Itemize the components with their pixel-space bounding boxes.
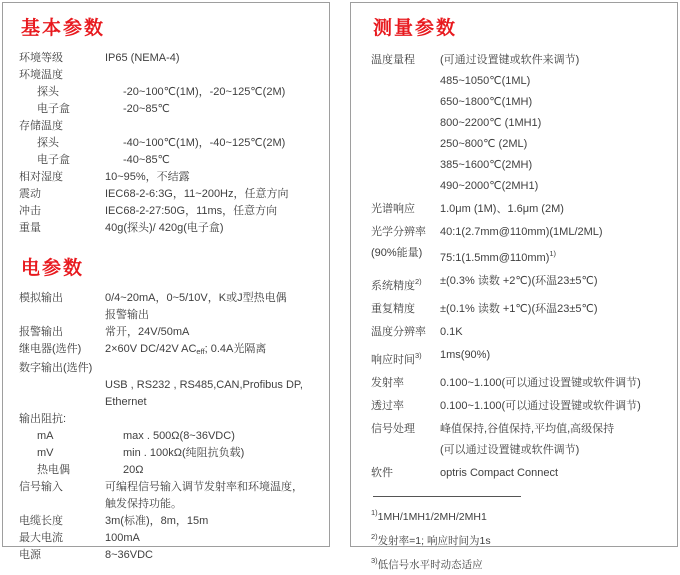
text-segment: 系统精度 — [371, 280, 415, 292]
spec-row — [371, 373, 665, 394]
spec-value — [105, 220, 317, 237]
spec-label: 报警输出 — [19, 326, 63, 338]
spec-row — [371, 222, 665, 269]
spec-label: 重复精度 — [371, 303, 415, 315]
spec-label: mV — [37, 447, 54, 459]
spec-value — [105, 341, 317, 360]
footnote — [371, 503, 665, 527]
spec-value-line: 0.1K — [440, 326, 463, 338]
section-title-basic: 基本参数 — [21, 18, 106, 39]
spec-value-line: 触发保持功能。 — [105, 498, 182, 510]
spec-row — [19, 186, 317, 203]
spec-value-line: USB , RS232 , RS485,CAN,Profibus DP, — [105, 379, 303, 391]
spec-label: 温度分辨率 — [371, 326, 426, 338]
spec-row — [19, 203, 317, 220]
spec-value — [123, 445, 317, 462]
spec-row — [371, 396, 665, 417]
spec-value-line: 0/4~20mA，0~5/10V，K或J型热电偶 — [105, 292, 287, 304]
spec-label: 探头 — [37, 137, 59, 149]
spec-label — [371, 345, 440, 371]
spec-value — [440, 419, 665, 461]
spec-value — [123, 101, 317, 118]
spec-value — [440, 222, 665, 269]
spec-value-line: -40~85℃ — [123, 154, 170, 166]
spec-value-line: 0.100~1.100(可以通过设置键或软件调节) — [440, 377, 641, 389]
spec-row — [19, 547, 317, 564]
spec-value — [123, 462, 317, 479]
spec-value-line: 485~1050℃(1ML) — [440, 75, 531, 87]
footnotes-block — [371, 503, 665, 575]
spec-value — [123, 84, 317, 101]
spec-value — [105, 530, 317, 547]
spec-row — [19, 101, 317, 118]
spec-label: 温度量程 — [371, 54, 415, 66]
text-segment: 2×60V DC/42V AC — [105, 343, 197, 355]
spec-value-line: 650~1800℃(1MH) — [440, 96, 533, 108]
sup-text: 1) — [549, 249, 557, 258]
spec-label: 冲击 — [19, 205, 41, 217]
spec-value-line: 1ms(90%) — [440, 349, 491, 361]
spec-value — [123, 428, 317, 445]
spec-value — [105, 377, 317, 411]
spec-value — [123, 152, 317, 169]
spec-label: 电缆长度 — [19, 515, 63, 527]
text-segment: 1MH/1MH1/2MH/2MH1 — [377, 511, 487, 523]
sub-text: eff — [196, 347, 205, 356]
spec-value-line: ±(0.1% 读数 +1℃)(环温23±5℃) — [440, 303, 598, 315]
measurement-panel — [350, 2, 678, 571]
spec-row — [19, 118, 317, 135]
spec-value — [440, 271, 665, 292]
spec-value — [105, 203, 317, 220]
spec-value — [440, 396, 665, 417]
spec-label: 相对湿度 — [19, 171, 63, 183]
spec-label: 电子盒 — [37, 103, 70, 115]
spec-value-line — [440, 243, 665, 269]
spec-value-line: 峰值保持,谷值保持,平均值,高级保持 — [440, 423, 615, 435]
spec-value-line: 10~95%，不结露 — [105, 171, 190, 183]
spec-label: 探头 — [37, 86, 59, 98]
spec-value-line: IEC68-2-6:3G，11~200Hz，任意方向 — [105, 188, 289, 200]
spec-row — [371, 345, 665, 371]
spec-row — [19, 220, 317, 237]
spec-value-line: 385~1600℃(2MH) — [440, 159, 533, 171]
spec-value-line: 250~800℃ (2ML) — [440, 138, 528, 150]
spec-row — [19, 530, 317, 547]
spec-row — [371, 199, 665, 220]
spec-label: 重量 — [19, 222, 41, 234]
spec-value-line: 20Ω — [123, 464, 144, 476]
spec-value-line: -20~100℃(1M)，-20~125℃(2M) — [123, 86, 286, 98]
spec-label: 环境等级 — [19, 52, 63, 64]
sup-text: 2) — [371, 532, 378, 541]
electrical-parameters-rows — [19, 290, 317, 564]
spec-value — [105, 324, 317, 341]
spec-value — [105, 186, 317, 203]
spec-value-line: 可编程信号输入调节发射率和环境温度， — [105, 481, 303, 493]
spec-row — [371, 50, 665, 197]
spec-value-line: -40~100℃(1M)，-40~125℃(2M) — [123, 137, 286, 149]
spec-value-line: 40:1(2.7mm@110mm)(1ML/2ML) — [440, 226, 603, 238]
spec-row — [19, 513, 317, 530]
spec-value-line: IP65 (NEMA-4) — [105, 52, 180, 64]
spec-row — [19, 169, 317, 186]
spec-value-line: 40g(探头)/ 420g(电子盒) — [105, 222, 224, 234]
spec-value-line: IEC68-2-27:50G，11ms，任意方向 — [105, 205, 278, 217]
spec-value-line: 0.100~1.100(可以通过设置键或软件调节) — [440, 400, 641, 412]
spec-label: 模拟输出 — [19, 292, 63, 304]
footnote — [371, 527, 665, 551]
spec-value — [105, 290, 317, 324]
spec-row — [19, 360, 317, 377]
spec-value — [440, 345, 665, 366]
spec-row — [19, 152, 317, 169]
spec-value-line: min . 100kΩ(纯阻抗负载) — [123, 447, 245, 459]
spec-label: 数字输出(选件) — [19, 362, 93, 374]
spec-value — [105, 479, 317, 513]
spec-value — [105, 547, 317, 564]
spec-row — [19, 50, 317, 67]
spec-label: 信号处理 — [371, 423, 415, 435]
sup-text: 3) — [415, 351, 422, 360]
spec-value-line: 报警输出 — [105, 309, 149, 321]
spec-value-line — [105, 341, 317, 360]
spec-label: 光谱响应 — [371, 203, 415, 215]
spec-row — [19, 290, 317, 324]
spec-value — [440, 199, 665, 220]
spec-row — [371, 419, 665, 461]
spec-value-line: (可通过设置键或软件来调节) — [440, 54, 580, 66]
spec-value-line: -20~85℃ — [123, 103, 170, 115]
spec-value-line: 1.0μm (1M)、1.6μm (2M) — [440, 203, 564, 215]
text-segment: 低信号水平时动态适应 — [377, 559, 483, 571]
spec-value — [105, 50, 317, 67]
footnote — [371, 551, 665, 575]
sup-text: 2) — [415, 277, 422, 286]
spec-row — [371, 271, 665, 297]
text-segment: 75:1(1.5mm@110mm) — [440, 252, 550, 264]
spec-value-line: 490~2000℃(2MH1) — [440, 180, 539, 192]
spec-value — [105, 169, 317, 186]
spec-label: 热电偶 — [37, 464, 70, 476]
spec-label: mA — [37, 430, 54, 442]
basic-electrical-panel — [2, 2, 330, 561]
spec-label: 输出阻抗: — [19, 413, 67, 425]
text-segment: 响应时间 — [371, 354, 415, 366]
spec-row — [19, 84, 317, 101]
spec-label: 最大电流 — [19, 532, 63, 544]
spec-label — [371, 271, 440, 297]
text-segment: 发射率=1; 响应时间为1s — [377, 535, 491, 547]
section-title-measurement: 测量参数 — [373, 18, 458, 39]
spec-label: 震动 — [19, 188, 41, 200]
spec-row — [371, 322, 665, 343]
spec-row — [19, 411, 317, 428]
spec-label: 存储温度 — [19, 120, 63, 132]
spec-row — [19, 462, 317, 479]
spec-row — [19, 479, 317, 513]
footnote-separator — [373, 496, 521, 497]
sup-text: 3) — [371, 556, 378, 565]
spec-value — [440, 299, 665, 320]
spec-value-line: (可以通过设置键或软件调节) — [440, 444, 580, 456]
spec-row — [19, 324, 317, 341]
spec-row — [19, 67, 317, 84]
measurement-parameters-rows — [371, 50, 665, 484]
spec-value-line: 8~36VDC — [105, 549, 154, 561]
spec-value-line: Ethernet — [105, 396, 147, 408]
section-title-electrical: 电参数 — [21, 258, 85, 279]
spec-label: 电子盒 — [37, 154, 70, 166]
spec-value — [440, 50, 665, 197]
sup-text: 1) — [371, 508, 378, 517]
spec-label: 软件 — [371, 467, 393, 479]
spec-value-line: ±(0.3% 读数 +2℃)(环温23±5℃) — [440, 275, 598, 287]
spec-value-line: 800~2200℃ (1MH1) — [440, 117, 542, 129]
spec-value-line: 100mA — [105, 532, 140, 544]
spec-value-line: optris Compact Connect — [440, 467, 558, 479]
spec-value — [440, 463, 665, 484]
spec-label: 环境温度 — [19, 69, 63, 81]
spec-row — [371, 299, 665, 320]
spec-row — [371, 463, 665, 484]
spec-label: 光学分辨率 (90%能量) — [371, 226, 426, 259]
spec-value — [440, 373, 665, 394]
spec-value-line: max . 500Ω(8~36VDC) — [123, 430, 235, 442]
basic-parameters-rows — [19, 50, 317, 237]
spec-label: 继电器(选件) — [19, 343, 82, 355]
spec-label: 透过率 — [371, 400, 404, 412]
spec-row — [19, 135, 317, 152]
spec-value-line: 常开，24V/50mA — [105, 326, 190, 338]
spec-label: 信号输入 — [19, 481, 63, 493]
spec-value — [105, 513, 317, 530]
spec-label: 电源 — [19, 549, 41, 561]
spec-value-line: 3m(标准)，8m，15m — [105, 515, 209, 527]
spec-value — [440, 322, 665, 343]
spec-row — [19, 377, 317, 411]
text-segment: ; 0.4A光隔离 — [204, 343, 267, 355]
spec-row — [19, 428, 317, 445]
spec-value — [123, 135, 317, 152]
spec-row — [19, 341, 317, 360]
spec-row — [19, 445, 317, 462]
spec-label: 发射率 — [371, 377, 404, 389]
